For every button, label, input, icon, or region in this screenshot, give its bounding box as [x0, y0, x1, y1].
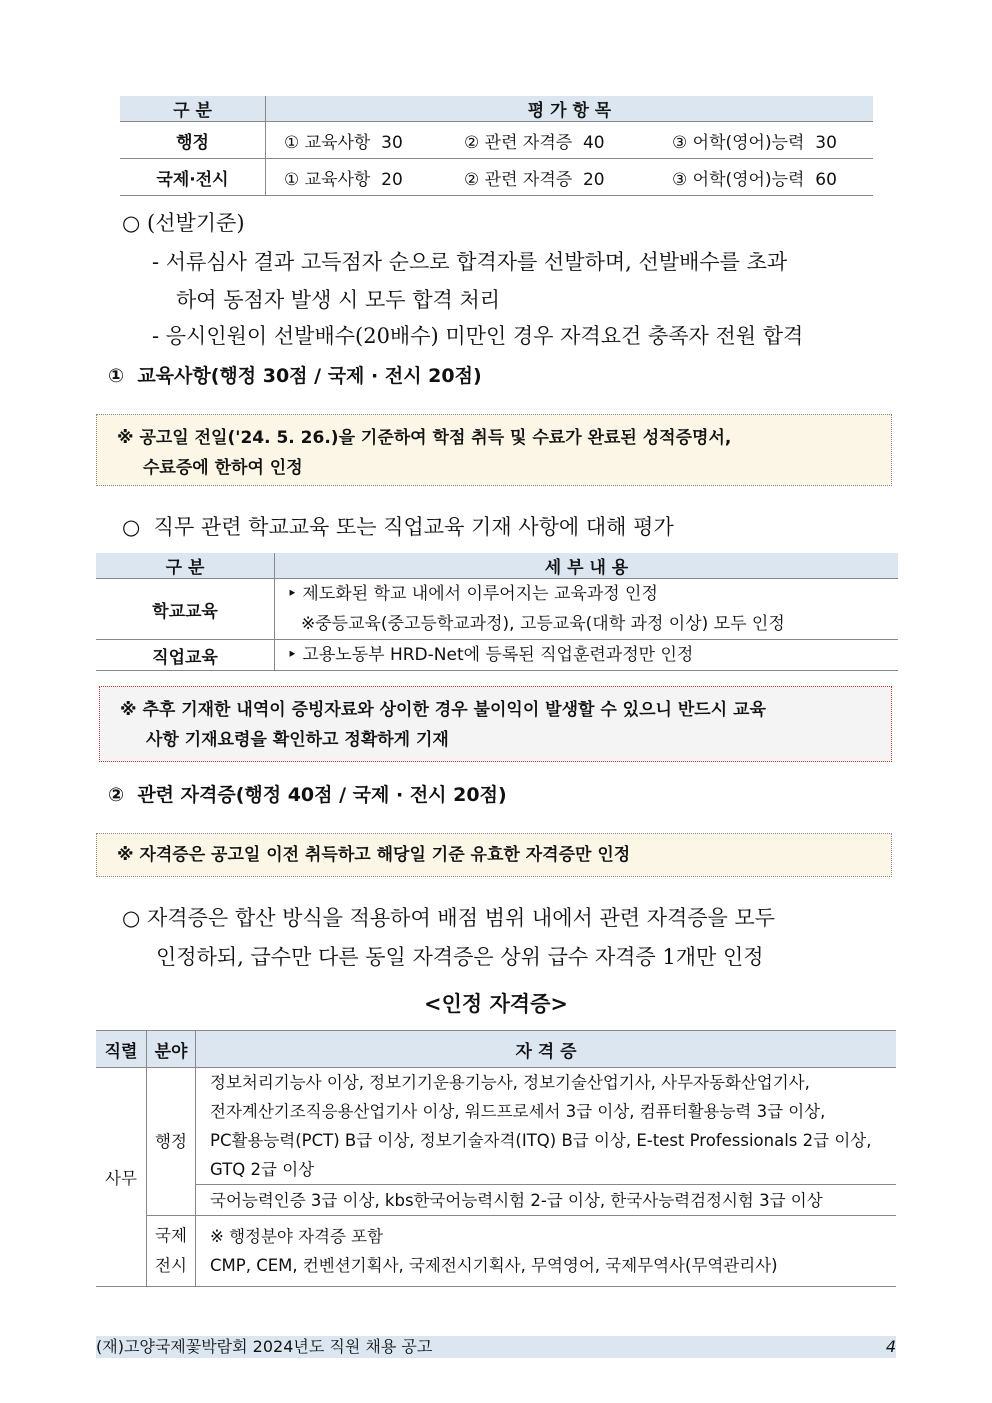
- footer-text: (재)고양국제꽃박람회 2024년도 직원 채용 공고: [96, 1337, 433, 1356]
- item-certificate: ② 관련 자격증 40: [464, 132, 605, 153]
- education-note-line-2: 수료증에 한하여 인정: [143, 458, 303, 478]
- header-field: 분야: [147, 1031, 196, 1068]
- selection-title: ○ (선발기준): [122, 211, 245, 235]
- section-certificate-heading: ② 관련 자격증(행정 40점 / 국제 · 전시 20점): [108, 784, 507, 806]
- certificate-line: GTQ 2급 이상: [210, 1160, 315, 1179]
- detail-line: ※중등교육(중고등학교과정), 고등교육(대학 과정 이상) 모두 인정: [301, 614, 785, 634]
- certificate-line: 전자계산기조직응용산업기사 이상, 워드프로세서 3급 이상, 컴퓨터활용능력 3급 이상,: [210, 1102, 826, 1121]
- row-details: [275, 579, 899, 640]
- certificate-note: ※ 자격증은 공고일 이전 취득하고 해당일 기준 유효한 자격증만 인정: [96, 833, 892, 877]
- detail-table-header: [96, 553, 898, 579]
- warning-line-2: 사항 기재요령을 확인하고 정확하게 기재: [146, 730, 449, 750]
- intl-certificates: [196, 1216, 897, 1287]
- table-row: [120, 122, 873, 159]
- education-detail-table: [96, 553, 898, 671]
- row-items: [266, 122, 874, 159]
- table-row: [96, 640, 898, 671]
- item-certificate: ② 관련 자격증 20: [464, 169, 605, 190]
- detail-line: ‣ 고용노동부 HRD-Net에 등록된 직업훈련과정만 인정: [287, 645, 694, 665]
- certificate-line: CMP, CEM, 컨벤션기획사, 국제전시기획사, 무역영어, 국제무역사(무역관리사): [210, 1256, 778, 1275]
- table-row: [96, 579, 898, 640]
- row-category: 국제·전시: [120, 159, 266, 196]
- education-bullet: ○ 직무 관련 학교교육 또는 직업교육 기재 사항에 대해 평가: [122, 515, 674, 539]
- selection-line-1: - 서류심사 결과 고득점자 순으로 합격자를 선발하며, 선발배수를 초과: [152, 250, 788, 274]
- field-intl-line-2: 전시: [155, 1256, 187, 1275]
- field-intl: [147, 1216, 196, 1287]
- item-education: ① 교육사항 30: [284, 132, 403, 153]
- detail-line: ‣ 제도화된 학교 내에서 이루어지는 교육과정 인정: [287, 584, 658, 604]
- table-row: [96, 1216, 896, 1287]
- row-items: [266, 159, 874, 196]
- certificate-table-header: [96, 1031, 896, 1068]
- education-note: [96, 414, 892, 486]
- section-education-heading: ① 교육사항(행정 30점 / 국제 · 전시 20점): [108, 365, 482, 387]
- warning-line-1: ※ 추후 기재한 내역이 증빙자료와 상이한 경우 불이익이 발생할 수 있으니 반드시 교육: [120, 700, 766, 720]
- admin-language-certificates: 국어능력인증 3급 이상, kbs한국어능력시험 2-급 이상, 한국사능력검정시험 3급 이상: [196, 1185, 897, 1216]
- field-intl-line-1: 국제: [155, 1226, 187, 1245]
- header-certificates: 자 격 증: [196, 1031, 897, 1068]
- selection-line-3: - 응시인원이 선발배수(20배수) 미만인 경우 자격요건 충족자 전원 합격: [152, 324, 804, 348]
- header-category: 구 분: [120, 96, 266, 122]
- header-items: 평 가 항 목: [266, 96, 874, 122]
- item-language: ③ 어학(영어)능력 30: [672, 132, 837, 153]
- item-education: ① 교육사항 20: [284, 169, 403, 190]
- selection-line-2: 하여 동점자 발생 시 모두 합격 처리: [176, 288, 501, 312]
- certificate-table-title: <인정 자격증>: [424, 991, 568, 1016]
- item-language: ③ 어학(영어)능력 60: [672, 169, 837, 190]
- table-row: [96, 1068, 896, 1185]
- certificate-line: ※ 행정분야 자격증 포함: [210, 1227, 384, 1246]
- education-note-line-1: ※ 공고일 전일('24. 5. 26.)을 기준하여 학점 취득 및 수료가 완료된 성적증명서,: [117, 428, 732, 448]
- header-category: 구 분: [96, 553, 275, 579]
- certificate-table: [96, 1030, 896, 1287]
- warning-note: [99, 686, 892, 762]
- certificate-line: 정보처리기능사 이상, 정보기기운용기능사, 정보기술산업기사, 사무자동화산업기사,: [210, 1073, 810, 1092]
- header-job: 직렬: [96, 1031, 147, 1068]
- header-details: 세 부 내 용: [275, 553, 899, 579]
- row-category: 직업교육: [96, 640, 275, 671]
- certificate-bullet-line-1: ○ 자격증은 합산 방식을 적용하여 배점 범위 내에서 관련 자격증을 모두: [122, 906, 776, 930]
- evaluation-table: [120, 96, 873, 196]
- table-row: [96, 1185, 896, 1216]
- certificate-line: PC활용능력(PCT) B급 이상, 정보기술자격(ITQ) B급 이상, E-test Professionals 2급 이상,: [210, 1131, 872, 1150]
- row-details: [275, 640, 899, 671]
- page-footer: [96, 1336, 896, 1358]
- job-cell: 사무: [96, 1068, 147, 1287]
- admin-certificates: [196, 1068, 897, 1185]
- evaluation-table-header: [120, 96, 873, 122]
- row-category: 학교교육: [96, 579, 275, 640]
- table-row: [120, 159, 873, 196]
- certificate-bullet-line-2: 인정하되, 급수만 다른 동일 자격증은 상위 급수 자격증 1개만 인정: [156, 945, 764, 969]
- page-number: 4: [885, 1337, 896, 1356]
- row-category: 행정: [120, 122, 266, 159]
- field-admin: 행정: [147, 1068, 196, 1216]
